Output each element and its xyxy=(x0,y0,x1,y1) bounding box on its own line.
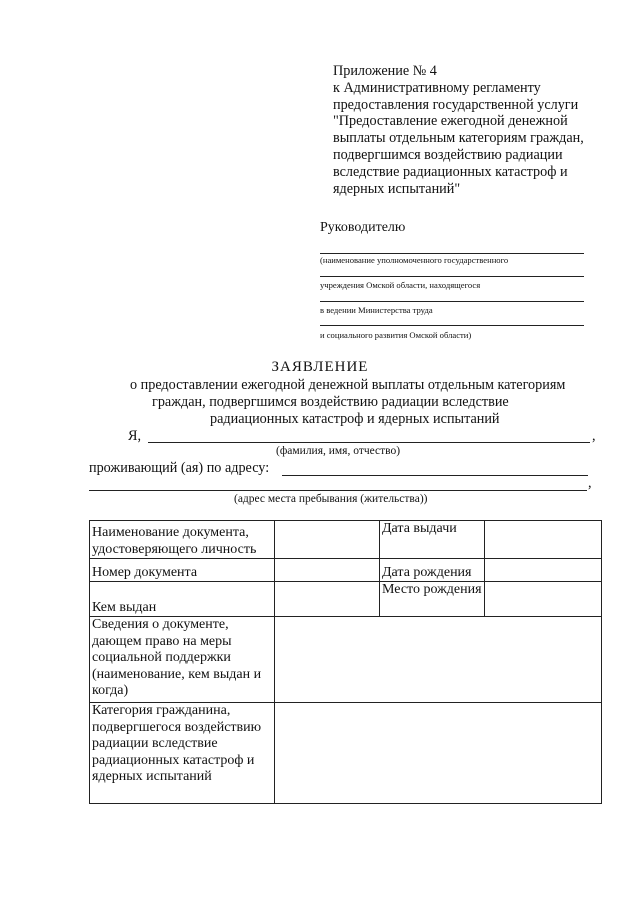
category-label: Категория гражданина, подвергшегося воздействию радиации вследствие радиационных катастроф и ядерных испытаний xyxy=(90,703,275,804)
birth-date-cell[interactable] xyxy=(485,559,602,582)
annex-block xyxy=(333,63,584,197)
applicant-name-comma: , xyxy=(592,428,596,444)
applicant-form-table xyxy=(89,520,602,804)
table-row xyxy=(90,521,602,559)
address-label: проживающий (ая) по адресу: xyxy=(89,460,270,476)
applicant-i-label: Я, xyxy=(128,428,142,444)
annex-line: "Предоставление ежегодной денежной xyxy=(333,113,568,130)
statement-subtitle: радиационных катастроф и ядерных испытаний xyxy=(210,411,500,427)
birth-date-label: Дата рождения xyxy=(380,559,485,582)
table-row xyxy=(90,582,602,617)
issue-date-cell[interactable] xyxy=(485,521,602,559)
recipient-hint: и социального развития Омской области) xyxy=(320,330,472,340)
issued-by-cell[interactable] xyxy=(275,582,380,617)
annex-line: вследствие радиационных катастроф и xyxy=(333,163,568,180)
annex-line: выплаты отдельным категориям граждан, xyxy=(333,130,584,147)
recipient-label: Руководителю xyxy=(320,220,406,235)
table-row xyxy=(90,703,602,804)
doc-number-cell[interactable] xyxy=(275,559,380,582)
recipient-line xyxy=(320,325,584,326)
issue-date-label: Дата выдачи xyxy=(380,521,485,559)
recipient-hint: (наименование уполномоченного государственного xyxy=(320,255,509,265)
benefit-doc-label: Сведения о документе, дающем право на меры социальной поддержки (наименование, кем выдан и когда) xyxy=(90,617,275,703)
recipient-hint: в ведении Министерства труда xyxy=(320,305,433,315)
recipient-line xyxy=(320,253,584,254)
table-row xyxy=(90,617,602,703)
annex-title: Приложение № 4 xyxy=(333,63,437,79)
applicant-name-field[interactable] xyxy=(148,442,590,443)
address-field[interactable] xyxy=(282,475,588,476)
applicant-name-hint: (фамилия, имя, отчество) xyxy=(276,445,401,457)
statement-title: ЗАЯВЛЕНИЕ xyxy=(271,359,369,375)
recipient-line xyxy=(320,301,584,302)
annex-line: ядерных испытаний" xyxy=(333,180,461,197)
annex-line: к Административному регламенту xyxy=(333,79,541,96)
annex-line: подвергшимся воздействию радиации xyxy=(333,146,563,163)
address-field-line2[interactable] xyxy=(89,490,587,491)
statement-subtitle: граждан, подвергшимся воздействию радиации вследствие xyxy=(152,394,509,410)
birth-place-cell[interactable] xyxy=(485,582,602,617)
table-row xyxy=(90,559,602,582)
birth-place-label: Место рождения xyxy=(380,582,485,617)
issued-by-label: Кем выдан xyxy=(90,582,275,617)
doc-name-label: Наименование документа, удостоверяющего личность xyxy=(90,521,275,559)
category-cell[interactable] xyxy=(275,703,602,804)
recipient-line xyxy=(320,276,584,277)
address-hint: (адрес места пребывания (жительства)) xyxy=(234,493,428,505)
recipient-hint: учреждения Омской области, находящегося xyxy=(320,280,481,290)
doc-number-label: Номер документа xyxy=(90,559,275,582)
address-comma: , xyxy=(588,475,592,491)
statement-subtitle: о предоставлении ежегодной денежной выплаты отдельным категориям xyxy=(130,377,566,393)
benefit-doc-cell[interactable] xyxy=(275,617,602,703)
annex-line: предоставления государственной услуги xyxy=(333,96,579,113)
doc-name-cell[interactable] xyxy=(275,521,380,559)
